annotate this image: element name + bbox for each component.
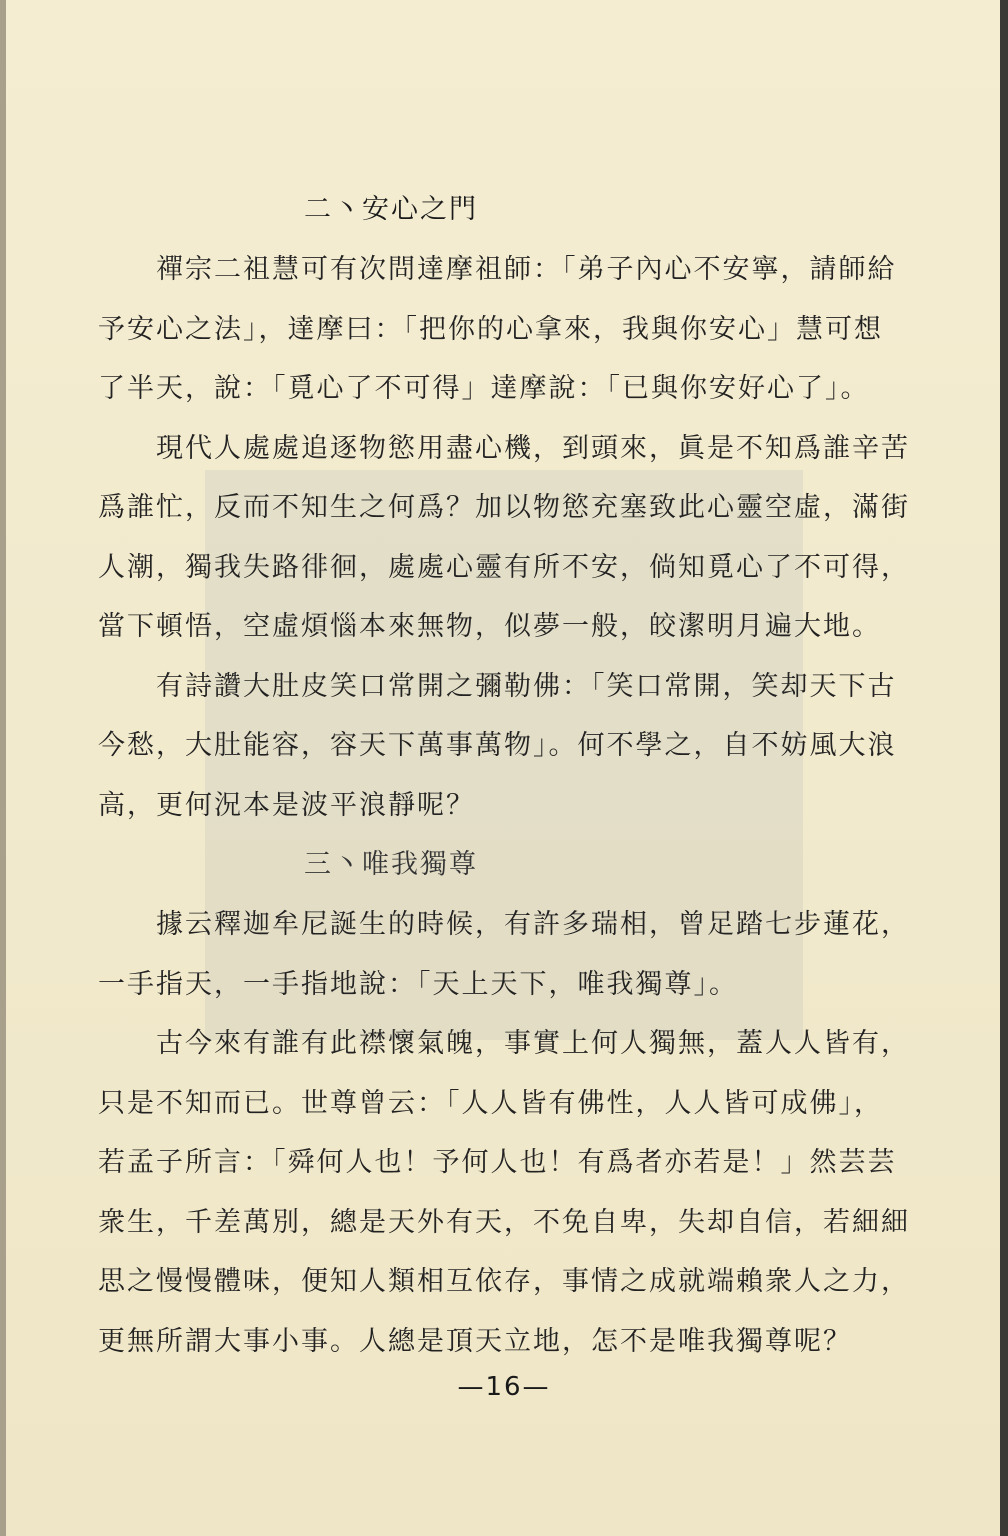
- section-heading: 二丶安心之門: [304, 194, 478, 225]
- text-line: 人潮，獨我失路徘徊，處處心靈有所不安，倘知覓心了不可得，: [98, 551, 910, 583]
- paragraph: [98, 895, 938, 1014]
- scan-left-edge: [0, 0, 6, 1536]
- text-line: 有詩讚大肚皮笑口常開之彌勒佛：「笑口常開，笑却天下古: [156, 670, 897, 702]
- text-line: 只是不知而已。世尊曾云：「人人皆有佛性，人人皆可成佛」，: [98, 1087, 883, 1119]
- paragraph: [98, 657, 938, 836]
- paragraph: [98, 419, 938, 657]
- text-line: 當下頓悟，空虛煩惱本來無物，似夢一般，皎潔明月遍大地。: [98, 611, 881, 642]
- text-line: 古今來有誰有此襟懷氣魄，事實上何人獨無，蓋人人皆有，: [156, 1028, 910, 1059]
- text-line: 予安心之法」，達摩曰：「把你的心拿來，我與你安心」慧可想: [98, 313, 883, 345]
- text-line: 思之慢慢體味，便知人類相互依存，事情之成就端賴衆人之力，: [98, 1266, 910, 1297]
- paragraph: [98, 1014, 938, 1371]
- page-number: —16—: [457, 1372, 551, 1402]
- page-text: [98, 180, 938, 1371]
- text-line: 據云釋迦牟尼誕生的時候，有許多瑞相，曾足踏七步蓮花，: [156, 909, 910, 940]
- text-line: 一手指天，一手指地說：「天上天下，唯我獨尊」。: [98, 968, 738, 1000]
- scan-right-edge: [1000, 0, 1008, 1536]
- text-line: 若孟子所言：「舜何人也！予何人也！有爲者亦若是！」然芸芸: [98, 1147, 897, 1178]
- section-heading: 三丶唯我獨尊: [304, 849, 478, 880]
- text-line: 現代人處處追逐物慾用盡心機，到頭來，眞是不知爲誰辛苦: [156, 432, 910, 464]
- paragraph: [98, 240, 938, 419]
- text-line: 更無所謂大事小事。人總是頂天立地，怎不是唯我獨尊呢？: [98, 1325, 852, 1357]
- text-line: 了半天，說：「覓心了不可得」達摩說：「已與你安好心了」。: [98, 373, 870, 404]
- text-line: 今愁，大肚能容，容天下萬事萬物」。何不學之，自不妨風大浪: [98, 730, 897, 761]
- text-line: 衆生，千差萬別，總是天外有天，不免自卑，失却自信，若細細: [98, 1206, 910, 1238]
- text-line: 爲誰忙，反而不知生之何爲？加以物慾充塞致此心靈空虛，滿街: [98, 492, 910, 523]
- text-line: 高，更何況本是波平浪靜呢？: [98, 789, 475, 821]
- text-line: 禪宗二祖慧可有次問達摩祖師：「弟子內心不安寧，請師給: [156, 254, 897, 285]
